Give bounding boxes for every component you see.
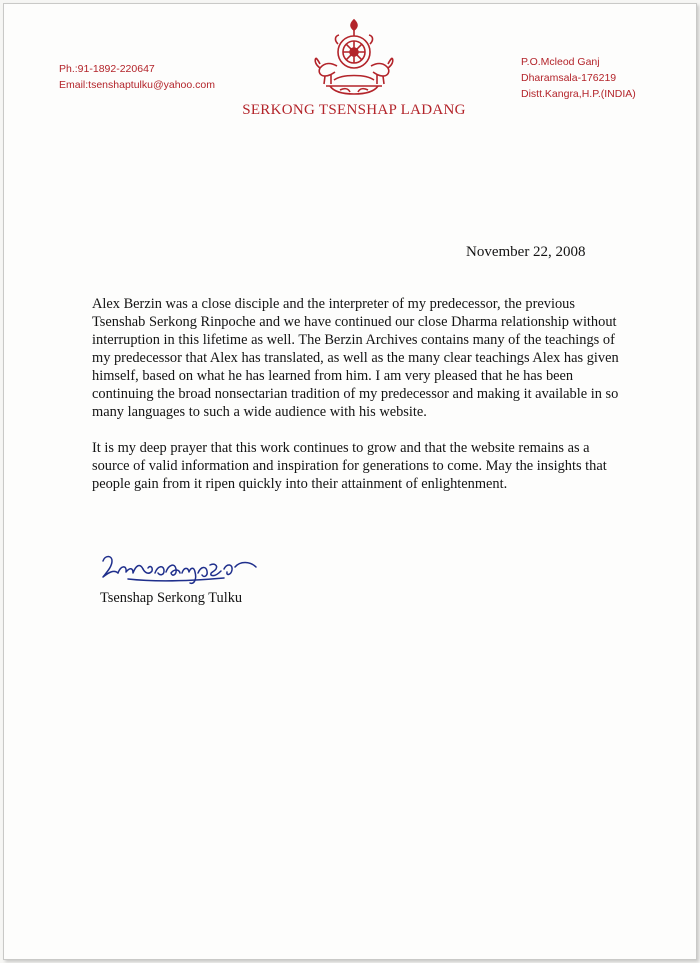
signer-name: Tsenshap Serkong Tulku — [100, 590, 243, 606]
address-line: P.O.Mcleod Ganj — [521, 56, 600, 68]
email-address: Email:tsenshaptulku@yahoo.com — [59, 79, 215, 91]
postal-address — [521, 54, 636, 102]
address-line: Distt.Kangra,H.P.(INDIA) — [521, 88, 636, 100]
letter-body — [92, 295, 622, 511]
contact-info — [59, 61, 215, 93]
dharma-wheel-emblem-icon — [304, 18, 404, 100]
letter-date: November 22, 2008 — [466, 244, 586, 260]
phone-number: Ph.:91-1892-220647 — [59, 63, 155, 75]
body-paragraph: Alex Berzin was a close disciple and the interpreter of my predecessor, the previous Tsenshab Serkong Rinpoche and we have continued our close Dharma relationship without interruption in this lifetime as well. The Berzin Archives contains many of the teachings of my predecessor that Alex has translated, as well as the many clear teachings Alex has given himself, based on what he has learned from him. I am very pleased that he has been continuing the broad nonsectarian tradition of my predecessor and making it available in so many languages to such a wide audience with his website. — [92, 296, 619, 420]
address-line: Dharamsala-176219 — [521, 72, 617, 84]
body-paragraph: It is my deep prayer that this work continues to grow and that the website remains as a source of valid information and inspiration for generations to come. May the insights that people gain from it ripen quickly into their attainment of enlightenment. — [92, 440, 607, 492]
handwritten-signature — [100, 551, 265, 591]
letter-page — [3, 3, 697, 960]
organization-name: SERKONG TSENSHAP LADANG — [242, 102, 466, 118]
